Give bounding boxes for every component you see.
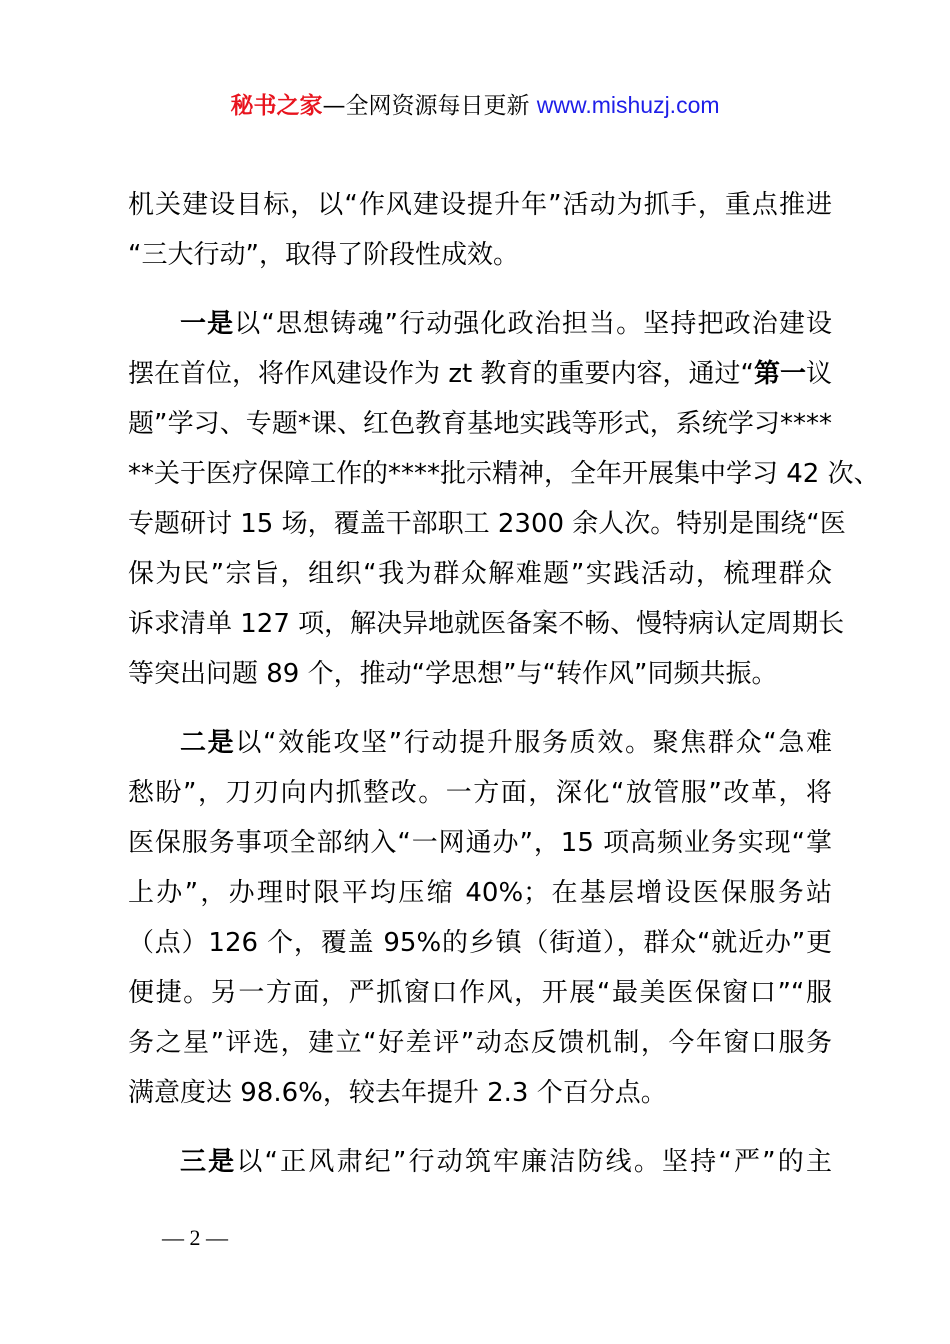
text-span: 以“正风肃纪”行动筑牢廉洁防线。坚持“严”的主 xyxy=(236,1147,832,1177)
paragraph-lead: 二是 xyxy=(180,728,236,758)
text-line: **关于医疗保障工作的****批示精神，全年开展集中学习 42 次、 xyxy=(128,459,880,489)
paragraph-first-line xyxy=(128,718,832,768)
text-line: 便捷。另一方面，严抓窗口作风，开展“最美医保窗口”“服 xyxy=(128,978,832,1008)
page-number: — 2 — xyxy=(162,1225,228,1250)
site-url-link[interactable]: www.mishuzj.com xyxy=(536,92,720,118)
text-span: 议 xyxy=(805,359,832,389)
paragraph-lead: 一是 xyxy=(180,309,235,339)
site-header xyxy=(0,88,950,123)
text-line: 保为民”宗旨，组织“我为群众解难题”实践活动，梳理群众 xyxy=(128,559,832,589)
text-line: 上办”，办理时限平均压缩 40%；在基层增设医保服务站 xyxy=(128,878,832,908)
text-span: 以“思想铸魂”行动强化政治担当。坚持把政治建设 xyxy=(234,309,832,339)
text-line: 务之星”评选，建立“好差评”动态反馈机制，今年窗口服务 xyxy=(128,1028,832,1058)
text-line: 愁盼”，刀刃向内抓整改。一方面，深化“放管服”改革，将 xyxy=(128,778,832,808)
paragraph-first-line xyxy=(128,1137,832,1187)
paragraph-first-line xyxy=(128,299,832,349)
text-line: 满意度达 98.6%，较去年提升 2.3 个百分点。 xyxy=(128,1078,667,1108)
header-slogan: —全网资源每日更新 xyxy=(322,93,537,119)
bold-phrase: 第一 xyxy=(753,359,806,389)
text-line: 医保服务事项全部纳入“一网通办”，15 项高频业务实现“掌 xyxy=(128,828,832,858)
text-line: 专题研讨 15 场，覆盖干部职工 2300 余人次。特别是围绕“医 xyxy=(128,509,846,539)
text-span: 以“效能攻坚”行动提升服务质效。聚焦群众“急难 xyxy=(235,728,832,758)
paragraph-lead: 三是 xyxy=(180,1147,237,1177)
text-line: 诉求清单 127 项，解决异地就医备案不畅、慢特病认定周期长 xyxy=(128,609,845,639)
text-span: 摆在首位，将作风建设作为 zt 教育的重要内容，通过“ xyxy=(128,359,754,389)
text-line: “三大行动”，取得了阶段性成效。 xyxy=(128,240,519,270)
text-line: 题”学习、专题*课、红色教育基地实践等形式，系统学习**** xyxy=(128,409,832,439)
text-line xyxy=(128,349,832,399)
text-line: 等突出问题 89 个，推动“学思想”与“转作风”同频共振。 xyxy=(128,659,778,689)
brand-name: 秘书之家 xyxy=(230,93,323,119)
document-body xyxy=(128,180,880,1187)
text-line: 机关建设目标，以“作风建设提升年”活动为抓手，重点推进 xyxy=(128,190,832,220)
text-line: （点）126 个，覆盖 95%的乡镇（街道），群众“就近办”更 xyxy=(128,928,832,958)
